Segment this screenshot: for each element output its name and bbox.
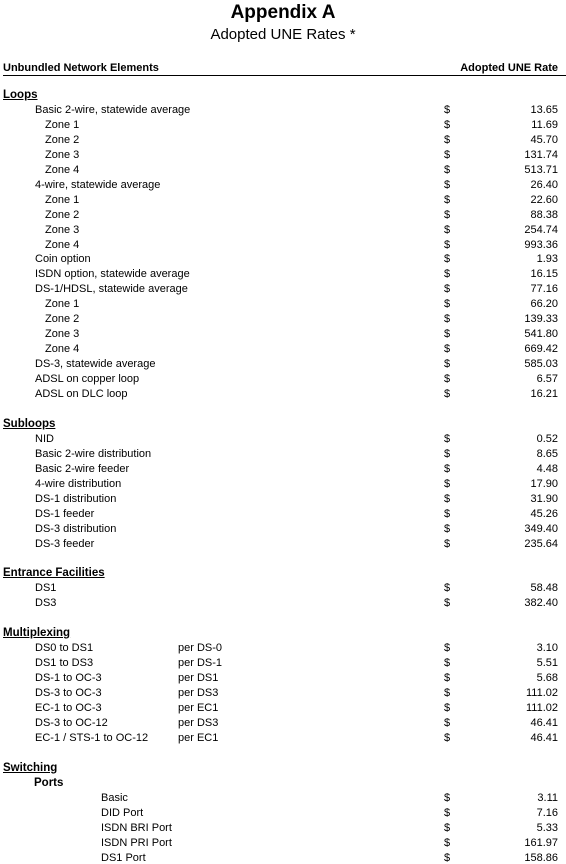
rate-label: Coin option bbox=[35, 253, 91, 266]
rate-value: 0.52 bbox=[536, 432, 558, 445]
section-heading: Switching bbox=[3, 761, 58, 774]
currency-symbol: $ bbox=[444, 597, 451, 610]
currency-symbol: $ bbox=[444, 238, 451, 251]
currency-symbol: $ bbox=[444, 582, 451, 595]
rate-label: DS0 to DS1 bbox=[35, 642, 94, 655]
rate-label: Zone 2 bbox=[45, 313, 80, 326]
currency-symbol: $ bbox=[444, 343, 451, 356]
currency-symbol: $ bbox=[444, 163, 451, 176]
rate-label: Basic 2-wire feeder bbox=[35, 462, 130, 475]
rate-value: 993.36 bbox=[524, 238, 558, 251]
rate-value: 11.69 bbox=[531, 118, 558, 131]
rate-unit: per DS3 bbox=[178, 716, 219, 729]
rate-label: Zone 3 bbox=[45, 328, 80, 341]
currency-symbol: $ bbox=[444, 537, 451, 550]
column-header-elements: Unbundled Network Elements bbox=[3, 62, 159, 74]
rate-value: 31.90 bbox=[530, 492, 558, 505]
currency-symbol: $ bbox=[444, 507, 451, 520]
rate-unit: per DS1 bbox=[178, 672, 219, 685]
rate-value: 131.74 bbox=[524, 148, 558, 161]
rate-value: 513.71 bbox=[524, 163, 558, 176]
rate-label: Zone 3 bbox=[45, 223, 80, 236]
currency-symbol: $ bbox=[444, 806, 451, 819]
rate-unit: per EC1 bbox=[178, 702, 219, 714]
rate-label: EC-1 / STS-1 to OC-12 bbox=[35, 731, 149, 744]
currency-symbol: $ bbox=[444, 148, 451, 161]
currency-symbol: $ bbox=[444, 702, 451, 714]
rate-label: ISDN BRI Port bbox=[101, 821, 172, 834]
rate-value: 5.51 bbox=[536, 657, 558, 670]
rate-unit: per DS3 bbox=[178, 687, 219, 699]
rate-label: DS1 to DS3 bbox=[35, 657, 94, 670]
rate-label: Zone 1 bbox=[45, 118, 80, 131]
rate-label: EC-1 to OC-3 bbox=[35, 702, 102, 714]
rate-label: Zone 1 bbox=[45, 193, 80, 206]
currency-symbol: $ bbox=[444, 118, 451, 131]
currency-symbol: $ bbox=[444, 522, 451, 535]
currency-symbol: $ bbox=[444, 432, 451, 445]
rate-label: DS1 Port bbox=[101, 851, 146, 864]
rate-value: 382.40 bbox=[524, 597, 558, 610]
currency-symbol: $ bbox=[444, 657, 451, 670]
rate-value: 66.20 bbox=[530, 298, 558, 311]
rate-label: DS-1 to OC-3 bbox=[35, 672, 102, 685]
page-title: Appendix A bbox=[230, 2, 336, 23]
rate-value: 541.80 bbox=[524, 328, 558, 341]
rate-value: 158.86 bbox=[524, 851, 558, 864]
section-heading: Loops bbox=[3, 89, 38, 101]
rate-label: Zone 4 bbox=[45, 238, 80, 251]
rate-value: 6.57 bbox=[536, 373, 558, 385]
page-subtitle: Adopted UNE Rates * bbox=[210, 26, 356, 43]
rate-value: 235.64 bbox=[524, 537, 558, 550]
rate-label: DS-3 feeder bbox=[35, 537, 95, 550]
currency-symbol: $ bbox=[444, 283, 451, 296]
currency-symbol: $ bbox=[444, 642, 451, 655]
rate-value: 4.48 bbox=[536, 462, 558, 475]
rate-value: 17.90 bbox=[530, 477, 558, 490]
currency-symbol: $ bbox=[444, 462, 451, 475]
rate-value: 77.16 bbox=[530, 283, 558, 296]
rate-label: DS-3, statewide average bbox=[35, 358, 156, 371]
rate-label: ADSL on copper loop bbox=[35, 373, 140, 385]
currency-symbol: $ bbox=[444, 313, 451, 326]
rate-value: 45.26 bbox=[530, 507, 558, 520]
currency-symbol: $ bbox=[444, 373, 451, 385]
rate-value: 349.40 bbox=[524, 522, 558, 535]
rate-label: Zone 2 bbox=[45, 208, 80, 221]
rate-unit: per DS-0 bbox=[178, 642, 223, 655]
currency-symbol: $ bbox=[444, 358, 451, 371]
currency-symbol: $ bbox=[444, 791, 451, 804]
rate-label: Zone 2 bbox=[45, 133, 80, 146]
currency-symbol: $ bbox=[444, 388, 451, 400]
rate-label: 4-wire, statewide average bbox=[35, 178, 161, 191]
rate-value: 254.74 bbox=[524, 223, 558, 236]
rate-unit: per DS-1 bbox=[178, 657, 223, 670]
rate-label: DS-3 distribution bbox=[35, 522, 117, 535]
rate-label: Basic 2-wire, statewide average bbox=[35, 104, 191, 116]
rate-label: NID bbox=[35, 432, 54, 445]
rate-label: Zone 4 bbox=[45, 343, 80, 356]
column-header-rate: Adopted UNE Rate bbox=[460, 62, 558, 74]
currency-symbol: $ bbox=[444, 133, 451, 146]
rate-value: 13.65 bbox=[530, 104, 558, 116]
rate-label: ADSL on DLC loop bbox=[35, 388, 128, 400]
currency-symbol: $ bbox=[444, 716, 451, 729]
rate-label: Zone 3 bbox=[45, 148, 80, 161]
rate-value: 16.15 bbox=[530, 268, 558, 281]
currency-symbol: $ bbox=[444, 328, 451, 341]
currency-symbol: $ bbox=[444, 477, 451, 490]
rate-label: Basic bbox=[101, 791, 128, 804]
rate-label: Zone 4 bbox=[45, 163, 80, 176]
rate-value: 1.93 bbox=[536, 253, 558, 266]
rate-value: 3.10 bbox=[536, 642, 558, 655]
rate-value: 58.48 bbox=[530, 582, 558, 595]
currency-symbol: $ bbox=[444, 672, 451, 685]
rate-value: 161.97 bbox=[524, 836, 558, 849]
rate-label: DS-3 to OC-12 bbox=[35, 716, 108, 729]
currency-symbol: $ bbox=[444, 447, 451, 460]
rate-value: 26.40 bbox=[530, 178, 558, 191]
currency-symbol: $ bbox=[444, 731, 451, 744]
rate-label: DS1 bbox=[35, 582, 57, 595]
rate-label: DS-1 feeder bbox=[35, 507, 95, 520]
rate-label: DS-1/HDSL, statewide average bbox=[35, 283, 188, 296]
rate-value: 3.11 bbox=[537, 791, 558, 804]
rate-value: 46.41 bbox=[530, 716, 558, 729]
currency-symbol: $ bbox=[444, 851, 451, 864]
header-rule bbox=[3, 75, 566, 76]
rate-label: DS-1 distribution bbox=[35, 492, 117, 505]
currency-symbol: $ bbox=[444, 208, 451, 221]
rate-value: 111.02 bbox=[525, 702, 558, 714]
rate-value: 46.41 bbox=[530, 731, 558, 744]
currency-symbol: $ bbox=[444, 492, 451, 505]
section-heading: Entrance Facilities bbox=[3, 567, 105, 580]
currency-symbol: $ bbox=[444, 223, 451, 236]
rate-value: 16.21 bbox=[530, 388, 558, 400]
rate-value: 7.16 bbox=[536, 806, 558, 819]
rate-value: 585.03 bbox=[524, 358, 558, 371]
section-heading: Subloops bbox=[3, 417, 56, 430]
rate-label: DS-3 to OC-3 bbox=[35, 687, 102, 699]
currency-symbol: $ bbox=[444, 104, 451, 116]
rate-value: 88.38 bbox=[530, 208, 558, 221]
rate-label: DID Port bbox=[101, 806, 144, 819]
section-subheading: Ports bbox=[34, 776, 64, 789]
section-heading: Multiplexing bbox=[3, 627, 71, 640]
rate-label: DS3 bbox=[35, 597, 57, 610]
currency-symbol: $ bbox=[444, 253, 451, 266]
rate-value: 669.42 bbox=[524, 343, 558, 356]
currency-symbol: $ bbox=[444, 821, 451, 834]
rate-unit: per EC1 bbox=[178, 731, 219, 744]
rate-label: ISDN option, statewide average bbox=[35, 268, 190, 281]
rate-label: Basic 2-wire distribution bbox=[35, 447, 152, 460]
currency-symbol: $ bbox=[444, 836, 451, 849]
rate-value: 111.02 bbox=[525, 687, 558, 699]
rate-value: 8.65 bbox=[536, 447, 558, 460]
currency-symbol: $ bbox=[444, 193, 451, 206]
rate-value: 5.33 bbox=[536, 821, 558, 834]
rate-value: 5.68 bbox=[536, 672, 558, 685]
rate-value: 22.60 bbox=[530, 193, 558, 206]
rate-label: Zone 1 bbox=[45, 298, 80, 311]
rate-value: 45.70 bbox=[530, 133, 558, 146]
currency-symbol: $ bbox=[444, 687, 451, 699]
rate-label: 4-wire distribution bbox=[35, 477, 122, 490]
rate-value: 139.33 bbox=[524, 313, 558, 326]
currency-symbol: $ bbox=[444, 268, 451, 281]
currency-symbol: $ bbox=[444, 298, 451, 311]
currency-symbol: $ bbox=[444, 178, 451, 191]
rate-label: ISDN PRI Port bbox=[101, 836, 172, 849]
